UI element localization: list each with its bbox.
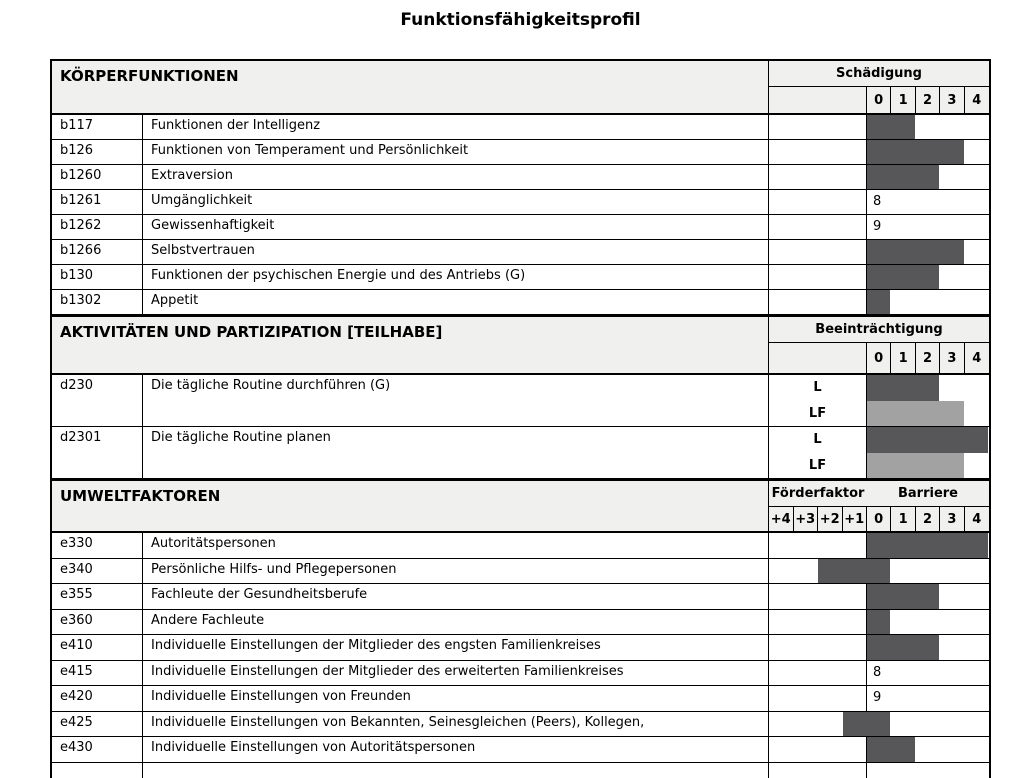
scale-column-label: 2: [916, 87, 940, 113]
table-row: [52, 712, 989, 738]
rating-bar: [843, 712, 891, 737]
table-row: [52, 165, 989, 190]
table-row: [52, 140, 989, 165]
qualifier-cell: [769, 635, 867, 660]
qualifier-cell: [769, 584, 867, 609]
scale-header: [769, 61, 989, 113]
section-header-koerperfunktionen: [52, 61, 989, 115]
qualifier-cell: [769, 533, 867, 558]
rating-cell: [867, 215, 989, 239]
row-label: Funktionen der psychischen Energie und des Antriebs (G): [143, 265, 769, 289]
scale-title-row: [769, 61, 989, 87]
scale-column-label: 4: [972, 511, 982, 527]
scale-column-label: 3: [940, 87, 964, 113]
table-row: [52, 240, 989, 265]
section-title: KÖRPERFUNKTIONEN: [52, 61, 769, 113]
rating-bar: [867, 290, 890, 314]
rating-cell: [867, 190, 989, 214]
scale-column-label: 4: [972, 92, 982, 108]
row-code: e430: [52, 737, 143, 762]
qualifier-cell: [769, 240, 867, 264]
qualifier-cell: [769, 610, 867, 635]
scale-column-label: 2: [916, 507, 940, 531]
section-title: UMWELTFAKTOREN: [52, 481, 769, 531]
row-label: Individuelle Einstellungen der Mitglieder des erweiterten Familienkreises: [143, 661, 769, 686]
qualifier-cell: [769, 661, 867, 686]
rating-cell: [867, 686, 989, 711]
row-code: e340: [52, 559, 143, 584]
row-label: Funktionen der Intelligenz: [143, 115, 769, 139]
row-code: [52, 763, 143, 778]
rating-cell: [867, 661, 989, 686]
row-code: e355: [52, 584, 143, 609]
row-label: Individuelle Einstellungen der Mitglieder des engsten Familienkreises: [143, 635, 769, 660]
row-code: b1262: [52, 215, 143, 239]
rating-value: 8: [873, 664, 882, 680]
scale-columns-row: [769, 343, 989, 373]
row-code: d2301: [52, 427, 143, 478]
rating-value: 8: [873, 194, 882, 209]
row-label: Extraversion: [143, 165, 769, 189]
row-code: e415: [52, 661, 143, 686]
row-code: b117: [52, 115, 143, 139]
row-label: Autoritätspersonen: [143, 533, 769, 558]
scale-title: Schädigung: [836, 66, 922, 81]
rating-value: 9: [873, 690, 882, 705]
row-label: [143, 763, 769, 778]
qualifier-cell: [769, 290, 867, 314]
row-code: b1266: [52, 240, 143, 264]
row-label: Funktionen von Temperament und Persönlichkeit: [143, 140, 769, 164]
scale-column-label: 1: [891, 507, 915, 531]
table-row: [52, 115, 989, 140]
rating-bar: [867, 375, 939, 401]
scale-title-row: [769, 481, 989, 507]
scale-columns-row: [769, 507, 989, 531]
scale-column-label: 4: [972, 350, 982, 366]
scale-blank-cell: [769, 87, 867, 113]
rating-bar: [867, 115, 915, 139]
qualifier-label: L: [813, 380, 822, 396]
row-label: Individuelle Einstellungen von Autoritätspersonen: [143, 737, 769, 762]
scale-column-label: +1: [843, 507, 868, 531]
rating-bar: [867, 427, 988, 453]
qualifier-cell: [769, 427, 867, 478]
qualifier-cell: [769, 115, 867, 139]
scale-column-label: 1: [891, 87, 915, 113]
rating-bar: [818, 559, 890, 584]
scale-columns-row: [769, 87, 989, 113]
rating-cell: [867, 763, 989, 778]
row-label: Individuelle Einstellungen von Freunden: [143, 686, 769, 711]
scale-title-facilitator: Förderfaktor: [771, 486, 865, 501]
table-row: [52, 635, 989, 661]
row-code: e425: [52, 712, 143, 737]
row-label: Individuelle Einstellungen von Bekannten, Seinesgleichen (Peers), Kollegen,: [143, 712, 769, 737]
qualifier-label: LF: [808, 457, 827, 473]
qualifier-cell: [769, 165, 867, 189]
scale-blank-cell: [769, 343, 867, 373]
table-row: [52, 215, 989, 240]
row-label: Persönliche Hilfs- und Pflegepersonen: [143, 559, 769, 584]
rating-bar: [867, 453, 964, 479]
table-row: [52, 190, 989, 215]
section-header-umweltfaktoren: [52, 479, 989, 533]
table-row: [52, 290, 989, 315]
rating-bar: [867, 610, 890, 635]
row-code: b126: [52, 140, 143, 164]
rating-bar: [867, 737, 915, 762]
scale-column-label: 1: [891, 343, 915, 373]
row-code: b1261: [52, 190, 143, 214]
scale-column-label: 2: [916, 343, 940, 373]
scale-title: Beeinträchtigung: [815, 322, 943, 337]
row-label: Gewissenhaftigkeit: [143, 215, 769, 239]
qualifier-cell: [769, 763, 867, 778]
row-code: d230: [52, 375, 143, 426]
row-label: Die tägliche Routine durchführen (G): [143, 375, 769, 426]
row-label: Umgänglichkeit: [143, 190, 769, 214]
qualifier-cell: [769, 140, 867, 164]
row-code: e360: [52, 610, 143, 635]
row-label: Fachleute der Gesundheitsberufe: [143, 584, 769, 609]
qualifier-cell: [769, 215, 867, 239]
row-code: b1260: [52, 165, 143, 189]
qualifier-cell: [769, 686, 867, 711]
row-code: b1302: [52, 290, 143, 314]
table-row: [52, 686, 989, 712]
rating-bar: [867, 584, 939, 609]
table-row: [52, 584, 989, 610]
scale-title-row: [769, 317, 989, 343]
row-label: Appetit: [143, 290, 769, 314]
row-code: e420: [52, 686, 143, 711]
rating-bar: [867, 240, 964, 264]
page-title: Funktionsfähigkeitsprofil: [400, 10, 641, 30]
qualifier-cell: [769, 375, 867, 426]
qualifier-cell: [769, 265, 867, 289]
scale-column-label: 0: [867, 87, 891, 113]
table-row: [52, 533, 989, 559]
scale-column-label: 3: [940, 343, 964, 373]
row-label: Die tägliche Routine planen: [143, 427, 769, 478]
table-row-partial: [52, 763, 989, 778]
qualifier-cell: [769, 190, 867, 214]
section-header-aktivitaeten-partizipation: [52, 315, 989, 375]
table-row: [52, 737, 989, 763]
scale-column-label: 0: [867, 343, 891, 373]
row-label: Andere Fachleute: [143, 610, 769, 635]
rating-bar: [867, 140, 964, 164]
rating-bar: [867, 165, 939, 189]
rating-value: 9: [873, 219, 882, 234]
qualifier-label: L: [813, 432, 822, 448]
scale-column-label: +3: [794, 507, 819, 531]
rating-bar: [867, 635, 939, 660]
table-row: [52, 375, 989, 427]
rating-bar: [867, 401, 964, 427]
scale-header: [769, 317, 989, 373]
table-row: [52, 610, 989, 636]
scale-header: [769, 481, 989, 531]
scale-title-barrier: Barriere: [897, 486, 958, 501]
table-row: [52, 427, 989, 479]
row-code: e410: [52, 635, 143, 660]
row-code: b130: [52, 265, 143, 289]
rating-bar: [867, 265, 939, 289]
row-label: Selbstvertrauen: [143, 240, 769, 264]
scale-column-label: +2: [818, 507, 843, 531]
table-row: [52, 661, 989, 687]
qualifier-label: LF: [808, 405, 827, 421]
scale-column-label: +4: [769, 507, 794, 531]
profile-table: [50, 59, 991, 778]
table-row: [52, 559, 989, 585]
table-row: [52, 265, 989, 290]
scale-column-label: 0: [867, 507, 891, 531]
row-code: e330: [52, 533, 143, 558]
scale-column-label: 3: [940, 507, 964, 531]
rating-bar: [867, 533, 988, 558]
qualifier-cell: [769, 737, 867, 762]
section-title: AKTIVITÄTEN UND PARTIZIPATION [TEILHABE]: [52, 317, 769, 373]
